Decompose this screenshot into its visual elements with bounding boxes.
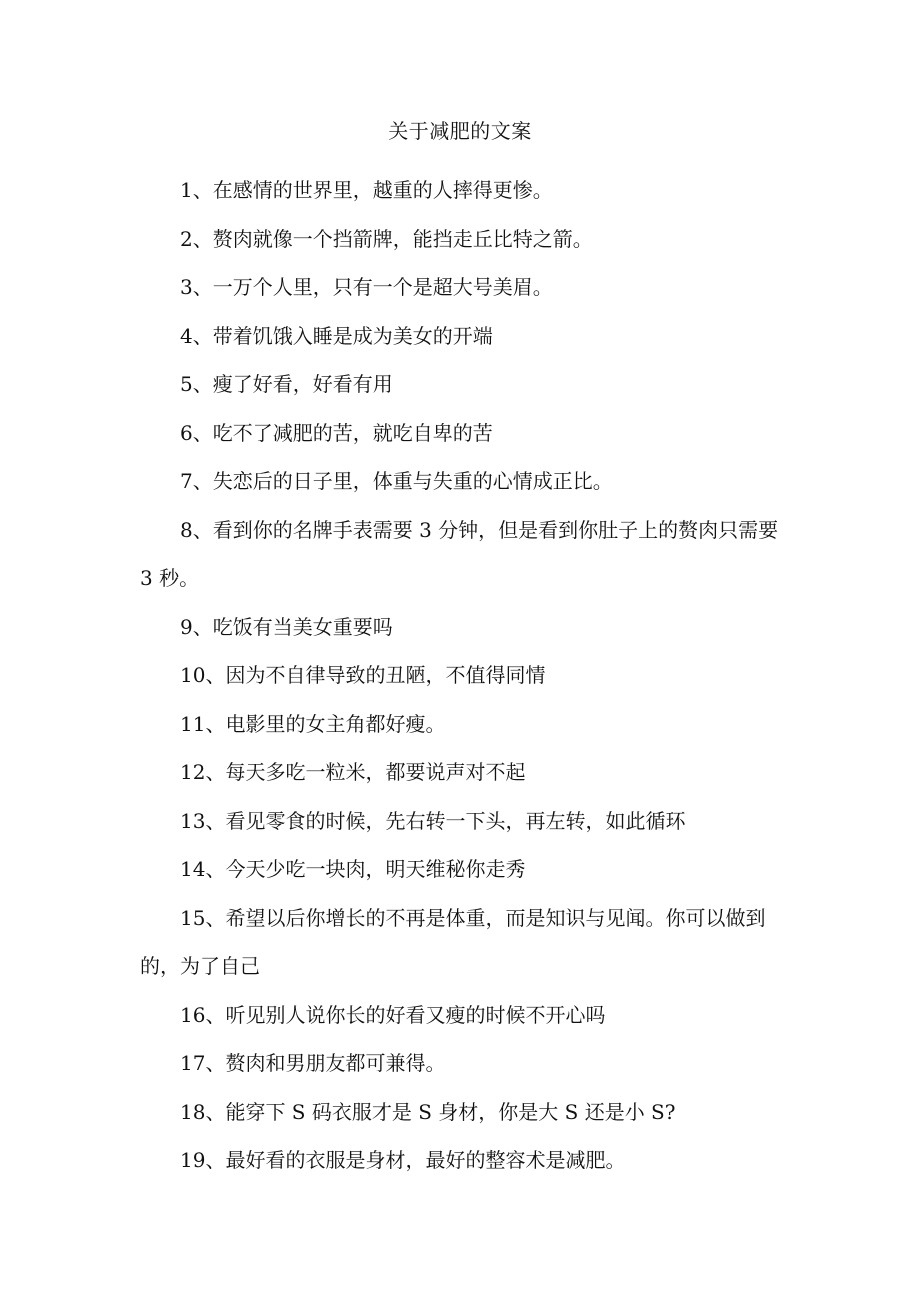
paragraph-1: 1、在感情的世界里，越重的人摔得更惨。 xyxy=(180,178,553,202)
paragraph-2: 2、赘肉就像一个挡箭牌，能挡走丘比特之箭。 xyxy=(180,226,593,251)
paragraph-5: 5、瘦了好看，好看有用 xyxy=(180,372,393,396)
paragraph-18: 18、能穿下 S 码衣服才是 S 身材，你是大 S 还是小 S? xyxy=(180,1099,676,1124)
paragraph-6: 6、吃不了减肥的苦，就吃自卑的苦 xyxy=(180,420,493,445)
paragraph-4: 4、带着饥饿入睡是成为美女的开端 xyxy=(180,323,493,348)
paragraph-16: 16、听见别人说你长的好看又瘦的时候不开心吗 xyxy=(180,1002,606,1027)
paragraph-10: 10、因为不自律导致的丑陋，不值得同情 xyxy=(180,663,546,687)
paragraph-7: 7、失恋后的日子里，体重与失重的心情成正比。 xyxy=(180,469,613,493)
document-body xyxy=(140,166,780,1185)
paragraph-14: 14、今天少吃一块肉，明天维秘你走秀 xyxy=(180,857,526,881)
paragraph-8: 8、看到你的名牌手表需要 3 分钟，但是看到你肚子上的赘肉只需要 3 秒。 xyxy=(140,517,779,590)
paragraph-11: 11、电影里的女主角都好瘦。 xyxy=(180,711,446,736)
paragraph-3: 3、一万个人里，只有一个是超大号美眉。 xyxy=(180,275,553,299)
paragraph-19: 19、最好看的衣服是身材，最好的整容术是减肥。 xyxy=(180,1148,626,1172)
paragraph-15: 15、希望以后你增长的不再是体重，而是知识与见闻。你可以做到的，为了自己 xyxy=(140,905,766,978)
paragraph-12: 12、每天多吃一粒米，都要说声对不起 xyxy=(180,760,526,784)
document-title: 关于减肥的文案 xyxy=(388,119,532,143)
paragraph-17: 17、赘肉和男朋友都可兼得。 xyxy=(180,1051,446,1075)
paragraph-13: 13、看见零食的时候，先右转一下头，再左转，如此循环 xyxy=(180,808,686,833)
paragraph-9: 9、吃饭有当美女重要吗 xyxy=(180,614,393,639)
